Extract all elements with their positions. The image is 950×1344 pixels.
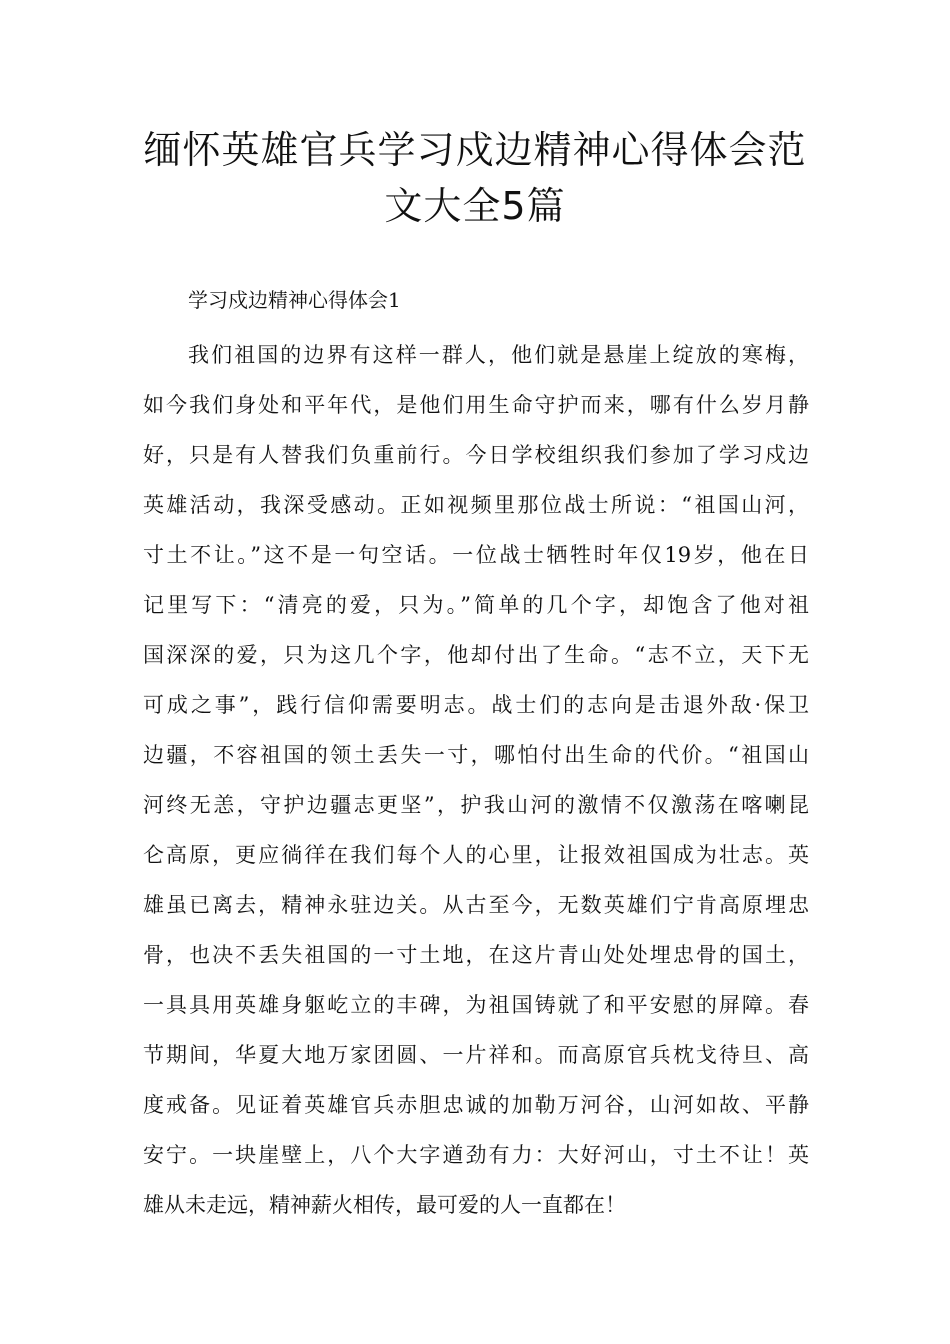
paragraph-line: 边疆，不容祖国的领土丢失一寸，哪怕付出生命的代价。“祖国山 bbox=[143, 743, 809, 767]
document-title bbox=[140, 122, 810, 234]
paragraph-line: 骨，也决不丢失祖国的一寸土地，在这片青山处处埋忠骨的国土， bbox=[143, 943, 809, 967]
paragraph-line: 英雄活动，我深受感动。正如视频里那位战士所说：“祖国山河， bbox=[143, 493, 809, 517]
paragraph-line: 好，只是有人替我们负重前行。今日学校组织我们参加了学习戍边 bbox=[143, 443, 809, 467]
paragraph-line: 安宁。一块崖壁上，八个大字遒劲有力：大好河山，寸土不让！英 bbox=[143, 1143, 809, 1167]
section-heading: 学习戍边精神心得体会1 bbox=[188, 288, 401, 312]
paragraph-line: 雄从未走远，精神薪火相传，最可爱的人一直都在！ bbox=[143, 1193, 626, 1217]
paragraph-line: 一具具用英雄身躯屹立的丰碑，为祖国铸就了和平安慰的屏障。春 bbox=[143, 993, 809, 1017]
paragraph-line: 寸土不让。”这不是一句空话。一位战士牺牲时年仅19岁，他在日 bbox=[143, 543, 809, 567]
paragraph-line: 国深深的爱，只为这几个字，他却付出了生命。“志不立，天下无 bbox=[143, 643, 809, 667]
paragraph-line: 我们祖国的边界有这样一群人，他们就是悬崖上绽放的寒梅， bbox=[188, 343, 809, 367]
paragraph-line: 可成之事”，践行信仰需要明志。战士们的志向是击退外敌·保卫 bbox=[143, 693, 809, 717]
paragraph-line: 如今我们身处和平年代，是他们用生命守护而来，哪有什么岁月静 bbox=[143, 393, 809, 417]
paragraph-line: 河终无恙，守护边疆志更坚”，护我山河的激情不仅激荡在喀喇昆 bbox=[143, 793, 809, 817]
document-title-line-2: 文大全5篇 bbox=[384, 184, 566, 228]
paragraph-line: 雄虽已离去，精神永驻边关。从古至今，无数英雄们宁肯高原埋忠 bbox=[143, 893, 809, 917]
document-title-line-1: 缅怀英雄官兵学习戍边精神心得体会范 bbox=[143, 128, 807, 172]
paragraph-line: 度戒备。见证着英雄官兵赤胆忠诚的加勒万河谷，山河如故、平静 bbox=[143, 1093, 809, 1117]
paragraph-line: 记里写下：“清亮的爱，只为。”简单的几个字，却饱含了他对祖 bbox=[143, 593, 809, 617]
body-paragraph bbox=[143, 330, 809, 1230]
paragraph-line: 节期间，华夏大地万家团圆、一片祥和。而高原官兵枕戈待旦、高 bbox=[143, 1043, 809, 1067]
paragraph-line: 仑高原，更应徜徉在我们每个人的心里，让报效祖国成为壮志。英 bbox=[143, 843, 809, 867]
